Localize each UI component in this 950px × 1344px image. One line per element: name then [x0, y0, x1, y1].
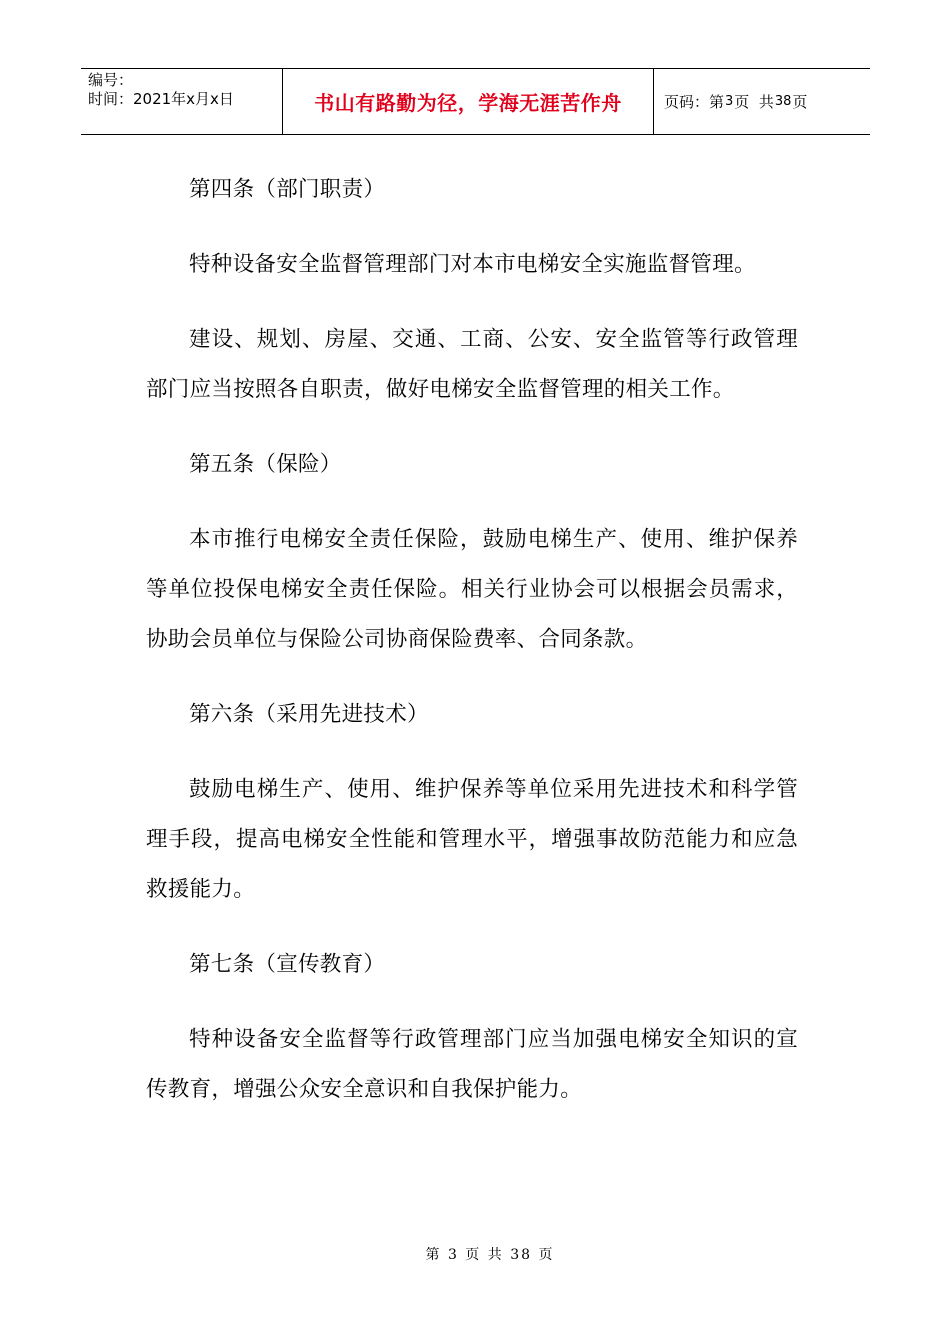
article-heading: 第六条（采用先进技术）: [189, 702, 429, 727]
page-footer: [0, 1244, 950, 1264]
footer-page-number: 第 3 页 共 38 页: [425, 1247, 555, 1263]
page-header: [81, 68, 870, 135]
header-meta: [81, 69, 283, 134]
article-heading: 第五条（保险）: [189, 452, 342, 477]
page-middle: 页 共: [734, 93, 774, 111]
body-paragraph: 特种设备安全监督等行政管理部门应当加强电梯安全知识的宣传教育，增强公众安全意识和自我保护能力。: [146, 1027, 798, 1102]
document-body: [146, 165, 798, 1140]
page-prefix: 页码：第: [664, 93, 725, 111]
article-heading: 第七条（宣传教育）: [189, 952, 386, 977]
header-page-info: [654, 69, 870, 134]
header-motto: 书山有路勤为径，学海无涯苦作舟: [283, 69, 654, 134]
document-number-label: 编号：: [88, 71, 134, 89]
page-total: 38: [774, 94, 792, 109]
body-paragraph: 鼓励电梯生产、使用、维护保养等单位采用先进技术和科学管理手段，提高电梯安全性能和管理水平，增强事故防范能力和应急救援能力。: [146, 777, 798, 902]
article-heading: 第四条（部门职责）: [189, 177, 386, 202]
page-suffix: 页: [792, 93, 808, 111]
page-current: 3: [725, 94, 734, 109]
body-paragraph: 建设、规划、房屋、交通、工商、公安、安全监管等行政管理部门应当按照各自职责，做好电梯安全监督管理的相关工作。: [146, 327, 798, 402]
body-paragraph: 特种设备安全监督管理部门对本市电梯安全实施监督管理。: [189, 252, 756, 277]
document-time-label: 时间：2021年x月x日: [88, 90, 234, 108]
body-paragraph: 本市推行电梯安全责任保险，鼓励电梯生产、使用、维护保养等单位投保电梯安全责任保险。相关行业协会可以根据会员需求，协助会员单位与保险公司协商保险费率、合同条款。: [146, 527, 798, 652]
